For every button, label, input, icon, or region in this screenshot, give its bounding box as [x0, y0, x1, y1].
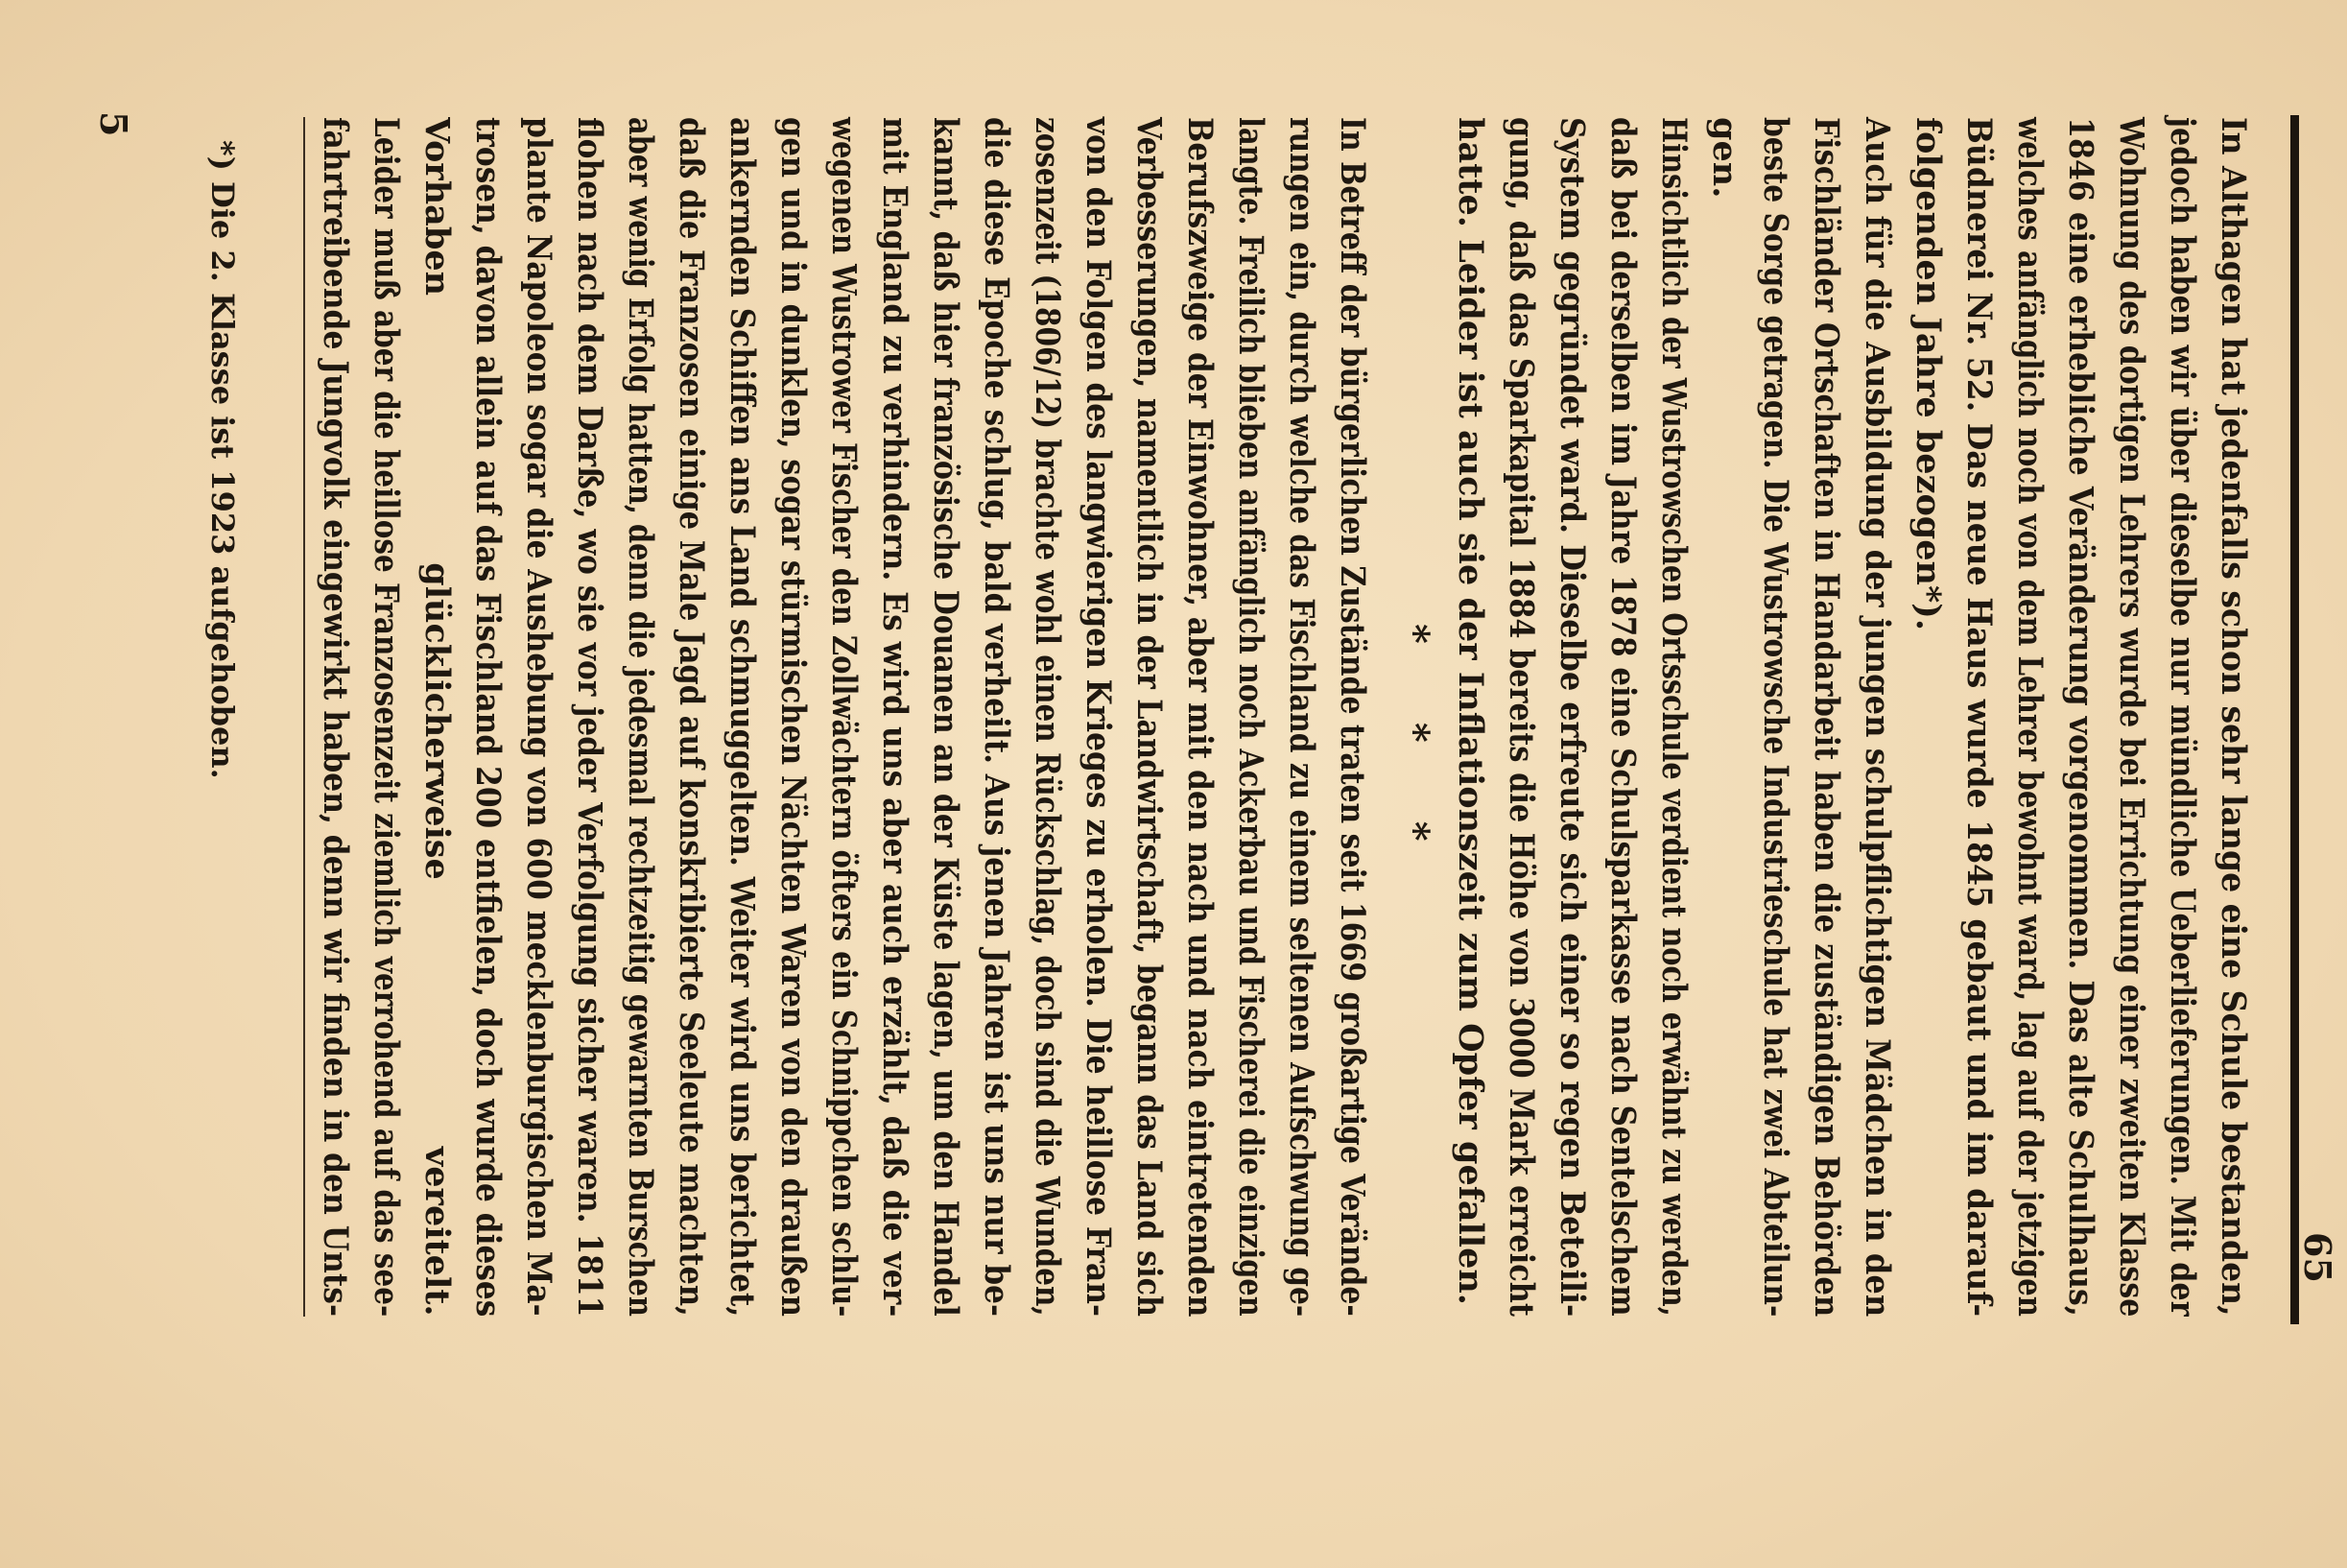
footnote-rule: [303, 117, 305, 1317]
text-line: Berufszweige der Einwohner, aber mit den nach und nach eintretenden: [1180, 117, 1220, 1318]
paragraph-4: [310, 117, 1378, 1317]
text-line: folgenden Jahre bezogen*).: [1908, 117, 1948, 631]
signature-mark: 5: [92, 111, 135, 137]
text-line: In Althagen hat jedenfalls schon sehr lange eine Schule bestanden,: [2214, 117, 2253, 1317]
paragraph-1: [1903, 117, 2259, 1317]
text-line: daß bei derselben im Jahre 1878 eine Schulsparkasse nach Sentelschem: [1603, 117, 1643, 1317]
paragraph-3: [1445, 117, 1699, 1317]
text-line: plante Napoleon sogar die Aushebung von 600 mecklenburgischen Ma-: [519, 117, 558, 1317]
footnote: *) Die 2. Klasse ist 1923 aufgehoben.: [204, 140, 241, 779]
text-line: Wohnung des dortigen Lehrers wurde bei Errichtung einer zweiten Klasse: [2112, 117, 2151, 1318]
text-line: Büdnerei Nr. 52. Das neue Haus wurde 1845 gebaut und im darauf-: [1959, 117, 1999, 1318]
text-line: Auch für die Ausbildung der jungen schulpflichtigen Mädchen in den: [1858, 117, 1897, 1318]
text-line: welches anfänglich noch von dem Lehrer bewohnt ward, lag auf der jetzigen: [2010, 117, 2050, 1317]
text-line: System gegründet ward. Dieselbe erfreute sich einer so regen Beteili-: [1553, 117, 1592, 1318]
text-line: Vorhaben glücklicherweise vereitelt.: [417, 117, 457, 1317]
text-line: beste Sorge getragen. Die Wustrowsche Industrieschule hat zwei Abteilun-: [1756, 117, 1795, 1318]
text-line: hatte. Leider ist auch sie der Inflationszeit zum Opfer gefallen.: [1451, 117, 1490, 1305]
text-line: Fischländer Ortschaften in Handarbeit haben die zuständigen Behörden: [1807, 117, 1846, 1318]
text-line: aber wenig Erfolg hatten, denn die jedesmal rechtzeitig gewarnten Burschen: [621, 117, 660, 1317]
text-line: gung, daß das Sparkapital 1884 bereits die Höhe von 3000 Mark erreicht: [1502, 117, 1541, 1317]
text-line: fahrtreibende Jungvolk eingewirkt haben, denn wir finden in den Unts-: [316, 117, 355, 1317]
text-line: langte. Freilich blieben anfänglich noch Ackerbau und Fischerei die einzigen: [1231, 117, 1270, 1317]
text-line: rungen ein, durch welche das Fischland zu einem seltenen Aufschwung ge-: [1282, 117, 1321, 1318]
text-line: trosen, davon allein auf das Fischland 200 entfielen, doch wurde dieses: [468, 117, 508, 1318]
text-line: flohen nach dem Darße, wo sie vor jeder Verfolgung sicher waren. 1811: [570, 117, 609, 1318]
paragraph-2: [1699, 117, 1903, 1317]
text-line: In Betreff der bürgerlichen Zustände traten seit 1669 großartige Verände-: [1333, 117, 1372, 1317]
text-line: gen und in dunklen, sogar stürmischen Nächten Waren von den draußen: [773, 117, 813, 1317]
text-line: jedoch haben wir über dieselbe nur mündliche Ueberlieferungen. Mit der: [2163, 117, 2202, 1317]
text-line: die diese Epoche schlug, bald verheilt. Aus jenen Jahren ist uns nur be-: [977, 117, 1016, 1317]
header-rule: [2290, 115, 2299, 1324]
text-line: Hinsichtlich der Wustrowschen Ortsschule verdient noch erwähnt zu werden,: [1654, 117, 1694, 1317]
text-line: daß die Franzosen einige Male Jagd auf konskribierte Seeleute machten,: [672, 117, 711, 1317]
text-line: von den Folgen des langwierigen Krieges zu erholen. Die heillose Fran-: [1079, 117, 1118, 1317]
text-line: mit England zu verhindern. Es wird uns aber auch erzählt, daß die ver-: [875, 117, 914, 1318]
text-line: 1846 eine erhebliche Veränderung vorgenommen. Das alte Schulhaus,: [2061, 117, 2100, 1317]
text-line: zosenzeit (1806/12) brachte wohl einen Rückschlag, doch sind die Wunden,: [1028, 117, 1067, 1317]
text-line: wegenen Wustrower Fischer den Zollwächtern öfters ein Schnippchen schlu-: [824, 117, 864, 1318]
page-number: 65: [2296, 1232, 2339, 1283]
text-line: ankernden Schiffen ans Land schmuggelten. Weiter wird uns berichtet,: [723, 117, 762, 1318]
text-line: Verbesserungen, namentlich in der Landwirtschaft, begann das Land sich: [1129, 117, 1169, 1317]
text-line: Leider muß aber die heillose Franzosenzeit ziemlich verrohend auf das see-: [367, 117, 406, 1318]
text-line: kannt, daß hier französische Douanen an der Küste lagen, um den Handel: [926, 117, 965, 1317]
section-separator: * * *: [1392, 624, 1437, 874]
text-line: gen.: [1705, 117, 1744, 199]
